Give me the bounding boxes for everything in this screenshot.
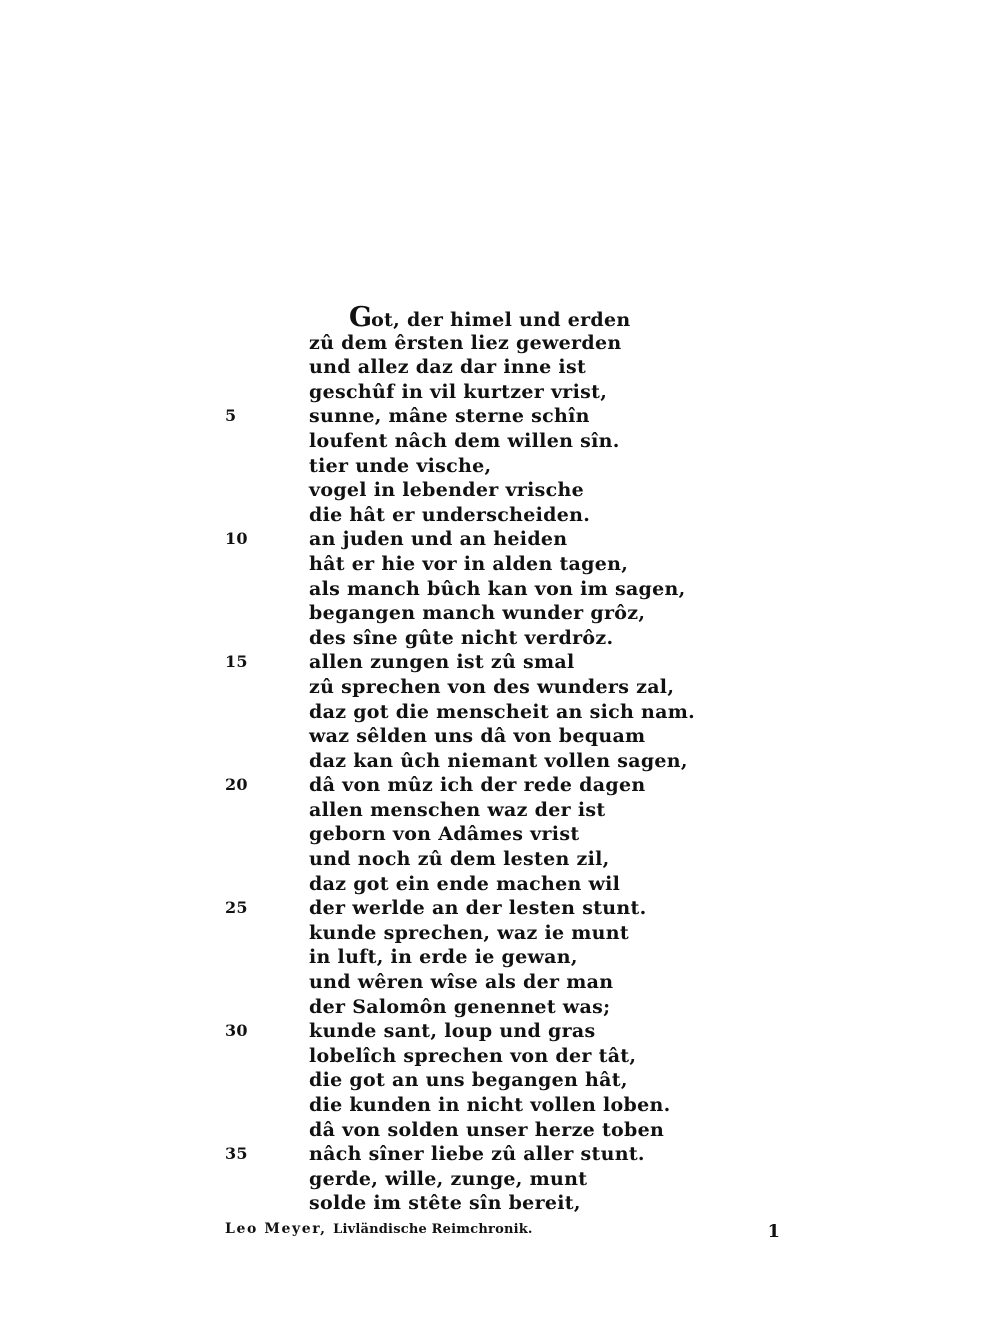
footer-author: Leo Meyer, <box>225 1221 327 1237</box>
line-text: dâ von solden unser herze toben <box>309 1118 665 1141</box>
verse-line <box>225 822 745 847</box>
line-text: an juden und an heiden <box>309 528 568 551</box>
line-text: zû sprechen von des wunders zal, <box>309 675 675 698</box>
line-text-rest: ot, der himel und erden <box>371 309 631 331</box>
verse-line <box>225 773 745 798</box>
line-text: kunde sprechen, waz ie munt <box>309 921 629 944</box>
verse-block <box>225 302 745 1216</box>
verse-line <box>225 1068 745 1093</box>
line-number: 20 <box>225 775 248 795</box>
verse-line <box>225 650 745 675</box>
line-text: des sîne gûte nicht verdrôz. <box>309 626 614 649</box>
line-text: geschûf in vil kurtzer vrist, <box>309 380 608 403</box>
verse-line <box>225 331 745 356</box>
line-text: der werlde an der lesten stunt. <box>309 897 647 920</box>
verse-line <box>225 896 745 921</box>
verse-line <box>225 404 745 429</box>
verse-line <box>225 700 745 725</box>
line-text: allen menschen waz der ist <box>309 798 606 821</box>
verse-line <box>225 724 745 749</box>
verse-line <box>225 601 745 626</box>
line-text: in luft, in erde ie gewan, <box>309 946 578 969</box>
verse-line <box>225 1118 745 1143</box>
verse-line <box>225 921 745 946</box>
line-number: 25 <box>225 898 248 918</box>
verse-line <box>225 749 745 774</box>
verse-line <box>225 872 745 897</box>
verse-line <box>225 970 745 995</box>
verse-line <box>225 302 745 333</box>
verse-line <box>225 798 745 823</box>
verse-line <box>225 454 745 479</box>
line-text: kunde sant, loup und gras <box>309 1020 596 1043</box>
line-text: hât er hie vor in alden tagen, <box>309 552 629 575</box>
verse-line <box>225 380 745 405</box>
line-text: tier unde vische, <box>309 454 492 477</box>
verse-line <box>225 1019 745 1044</box>
line-text: daz got die menscheit an sich nam. <box>309 700 696 723</box>
line-text: loufent nâch dem willen sîn. <box>309 429 620 452</box>
verse-line <box>225 945 745 970</box>
line-number: 10 <box>225 529 248 549</box>
line-text: nâch sîner liebe zû aller stunt. <box>309 1143 645 1166</box>
line-text: dâ von mûz ich der rede dagen <box>309 774 646 797</box>
line-number: 30 <box>225 1021 248 1041</box>
verse-line <box>225 626 745 651</box>
footer-title: Livländische Reimchronik. <box>333 1222 533 1237</box>
line-text: geborn von Adâmes vrist <box>309 823 580 846</box>
verse-line <box>225 552 745 577</box>
line-text: waz sêlden uns dâ von bequam <box>309 725 646 748</box>
verse-line <box>225 847 745 872</box>
line-text: und wêren wîse als der man <box>309 971 614 994</box>
footer-signature <box>225 1221 533 1237</box>
line-number: 5 <box>225 406 237 426</box>
line-text: daz got ein ende machen wil <box>309 872 621 895</box>
line-text: daz kan ûch niemant vollen sagen, <box>309 749 688 772</box>
line-text: als manch bûch kan von im sagen, <box>309 577 686 600</box>
line-text: solde im stête sîn bereit, <box>309 1192 581 1215</box>
line-number: 15 <box>225 652 248 672</box>
line-text: und noch zû dem lesten zil, <box>309 848 610 871</box>
verse-line <box>225 1167 745 1192</box>
line-text: lobelîch sprechen von der tât, <box>309 1044 637 1067</box>
line-text: die got an uns begangen hât, <box>309 1069 628 1092</box>
line-text: sunne, mâne sterne schîn <box>309 405 590 428</box>
verse-line <box>225 478 745 503</box>
verse-line <box>225 1093 745 1118</box>
initial-letter: G <box>349 302 372 333</box>
line-text: zû dem êrsten liez gewerden <box>309 331 622 354</box>
verse-line <box>225 429 745 454</box>
line-text: gerde, wille, zunge, munt <box>309 1167 588 1190</box>
line-text: der Salomôn genennet was; <box>309 995 611 1018</box>
page-footer <box>225 1221 780 1245</box>
line-text: allen zungen ist zû smal <box>309 651 575 674</box>
verse-line <box>225 1142 745 1167</box>
page-number: 1 <box>767 1221 780 1242</box>
line-number: 35 <box>225 1144 248 1164</box>
line-text <box>349 302 631 333</box>
line-text: vogel in lebender vrische <box>309 479 584 502</box>
line-text: die kunden in nicht vollen loben. <box>309 1094 671 1116</box>
verse-line <box>225 355 745 380</box>
verse-line <box>225 1044 745 1069</box>
verse-line <box>225 503 745 528</box>
verse-line <box>225 577 745 602</box>
verse-line <box>225 675 745 700</box>
line-text: die hât er underscheiden. <box>309 503 591 526</box>
line-text: und allez daz dar inne ist <box>309 356 587 379</box>
verse-line <box>225 1191 745 1216</box>
verse-line <box>225 995 745 1020</box>
verse-line <box>225 527 745 552</box>
line-text: begangen manch wunder grôz, <box>309 602 646 625</box>
